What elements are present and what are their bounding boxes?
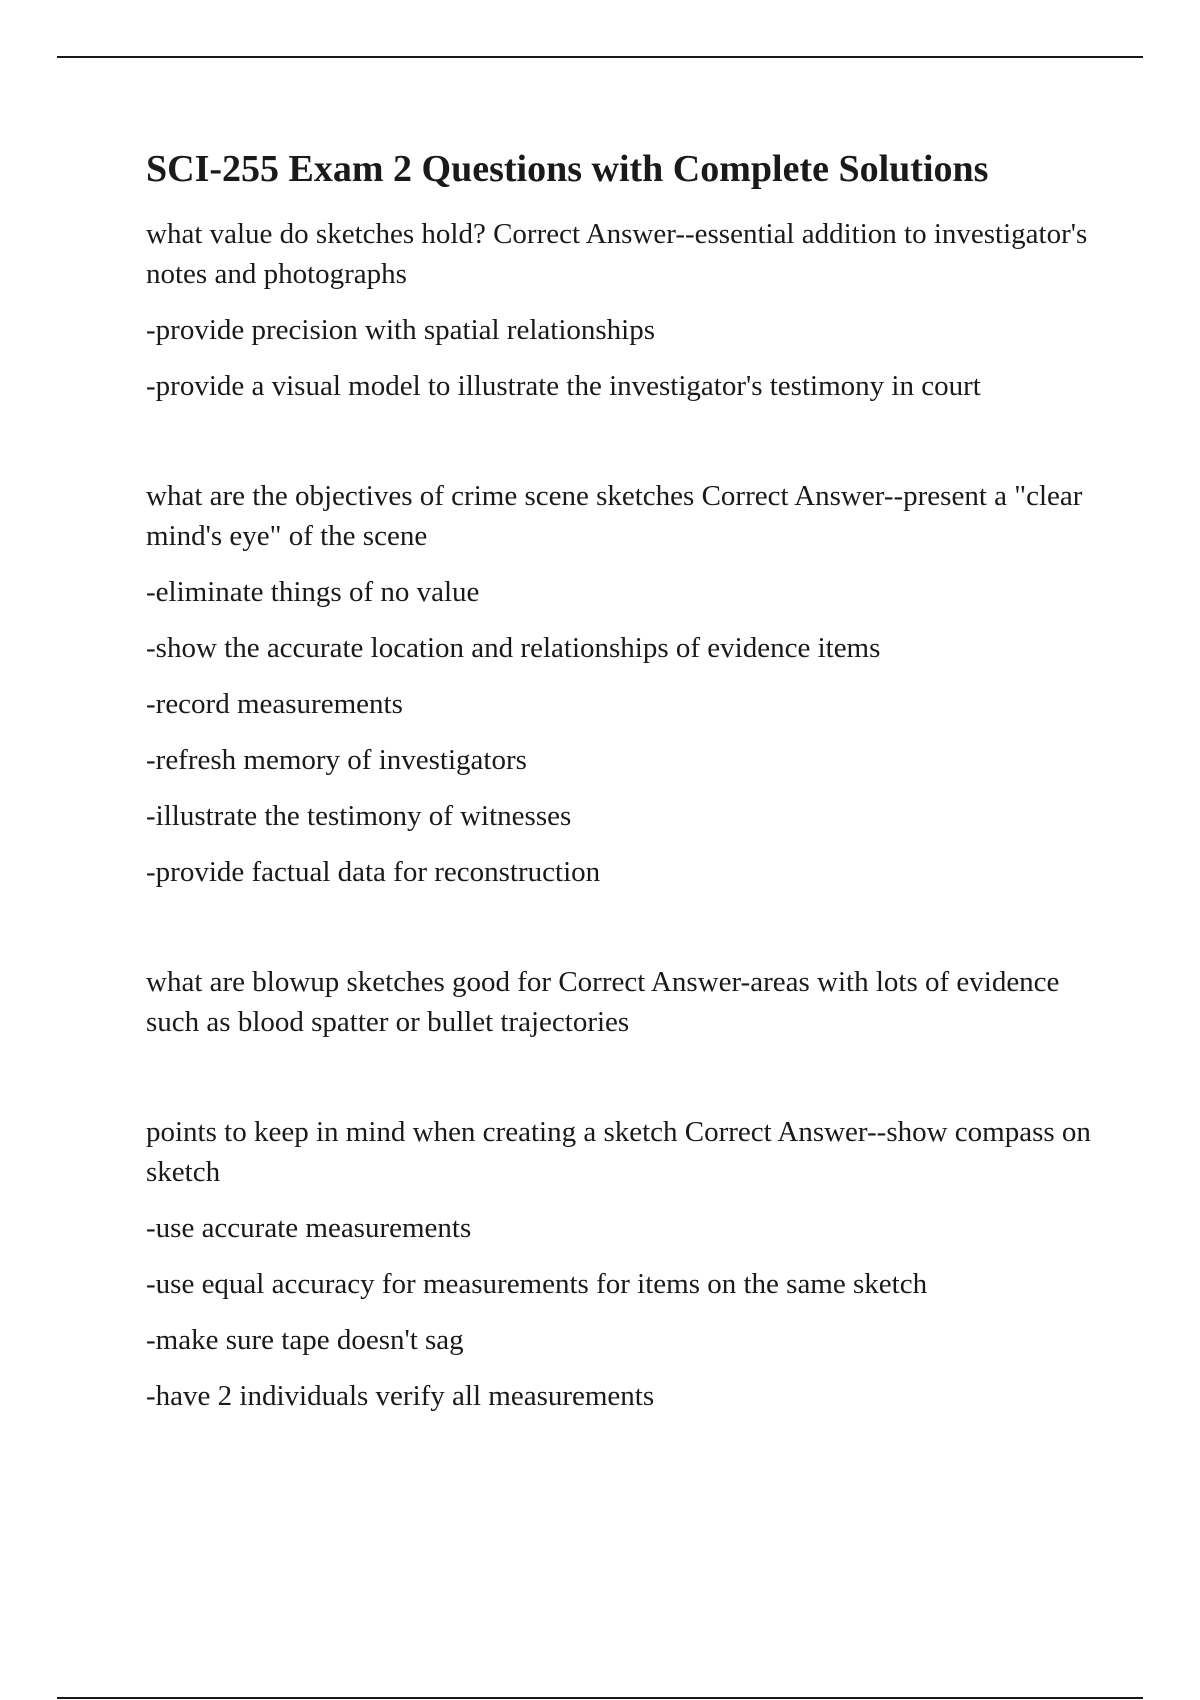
- answer-item: -show the accurate location and relationships of evidence items: [146, 632, 881, 664]
- answer-item: -provide a visual model to illustrate the investigator's testimony in court: [146, 370, 981, 402]
- answer-item: -eliminate things of no value: [146, 576, 480, 608]
- answer-item: -use equal accuracy for measurements for items on the same sketch: [146, 1268, 928, 1300]
- top-rule: [57, 56, 1143, 58]
- document-body: [146, 142, 1106, 1416]
- question-1: what value do sketches hold? Correct Answer--essential addition to investigator's notes and photographs: [146, 218, 1088, 290]
- answer-item: -record measurements: [146, 688, 403, 720]
- answer-item: -provide factual data for reconstruction: [146, 856, 601, 888]
- answer-item: -make sure tape doesn't sag: [146, 1324, 464, 1356]
- question-3: what are blowup sketches good for Correct Answer-areas with lots of evidence such as blood spatter or bullet trajectories: [146, 966, 1060, 1038]
- page-title: SCI-255 Exam 2 Questions with Complete Solutions: [146, 148, 989, 190]
- qa-block-4: [146, 1112, 1106, 1416]
- answer-item: -refresh memory of investigators: [146, 744, 527, 776]
- qa-block-3: [146, 962, 1106, 1042]
- answer-item: -have 2 individuals verify all measurements: [146, 1380, 655, 1412]
- answer-item: -illustrate the testimony of witnesses: [146, 800, 572, 832]
- qa-block-2: [146, 476, 1106, 892]
- bottom-rule: [57, 1697, 1143, 1699]
- question-4: points to keep in mind when creating a sketch Correct Answer--show compass on sketch: [146, 1116, 1091, 1188]
- question-2: what are the objectives of crime scene sketches Correct Answer--present a "clear mind's eye" of the scene: [146, 480, 1083, 552]
- answer-item: -use accurate measurements: [146, 1212, 472, 1244]
- answer-item: -provide precision with spatial relationships: [146, 314, 656, 346]
- qa-block-1: [146, 214, 1106, 406]
